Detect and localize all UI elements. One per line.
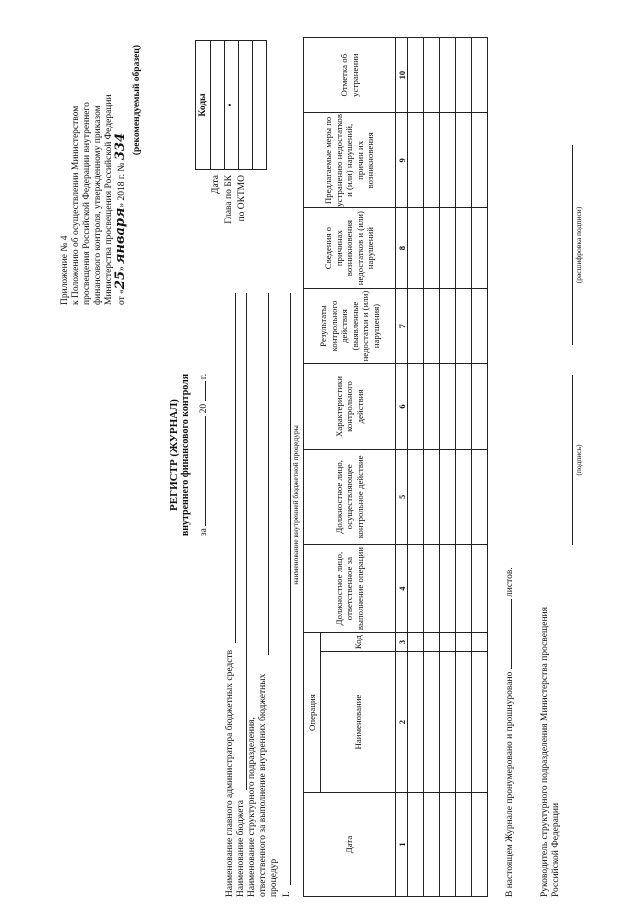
register-table: [303, 37, 488, 897]
decoding-caption: (расшифровка подписи): [574, 206, 583, 284]
appendix-date-line: от «25» января» 2018 г. № 334: [113, 132, 128, 305]
col-number: 5: [396, 449, 408, 544]
codes-label-oktmo: по ОКТМО: [237, 175, 247, 222]
budget-label: Наименование бюджета: [236, 800, 246, 897]
procedure-caption: наименование внутренней бюджетной процедуры: [291, 425, 300, 585]
col-code-header: Код: [321, 633, 396, 652]
budget-field-line: [246, 293, 247, 790]
numbered-line: В настоящем Журнале пронумеровано и прошнуровано листов.: [505, 567, 515, 897]
codes-label-date: Дата: [211, 175, 221, 194]
signature-line: [572, 375, 573, 545]
table-row: [456, 38, 472, 897]
admin-label: Наименование главного администратора бюджетных средств: [225, 649, 235, 897]
roman-numeral: I.: [282, 891, 292, 897]
col-number: 7: [396, 288, 408, 363]
period-line: за 20 г.: [199, 373, 209, 537]
col-measures-header: Предлагаемые меры по устранению недостатков и (или) нарушений, причин их возникновения: [304, 113, 396, 208]
handwritten-month: января: [113, 207, 128, 264]
unit-label: ответственного за выполнение внутренних бюджетных: [258, 673, 268, 897]
col-number: 8: [396, 208, 408, 288]
col-number: 6: [396, 364, 408, 449]
table-row: [408, 38, 424, 897]
col-responsible-header: Должностное лицо, ответственное за выполнение операции: [304, 545, 396, 633]
decoding-line: [572, 145, 573, 345]
appendix-line: к Положению об осуществлении Министерством: [71, 105, 81, 305]
col-characteristics-header: Характеристики контрольного действия: [304, 364, 396, 449]
codes-header: Коды: [196, 41, 211, 170]
head-signature-label: Руководитель структурного подразделения Министерства просвещения Российской Федерации: [540, 606, 561, 897]
col-date-header: Дата: [304, 793, 396, 897]
appendix-number: Приложение № 4: [60, 235, 70, 305]
codes-value: •: [225, 41, 239, 170]
codes-value: [211, 41, 225, 170]
appendix-block: [60, 35, 143, 305]
table-row: [472, 38, 488, 897]
codes-label-bk: Глава по БК: [224, 175, 234, 224]
admin-field-line: [235, 293, 236, 643]
col-number: 9: [396, 113, 408, 208]
col-causes-header: Сведения о причинах возникновения недостатков и (или) нарушений: [304, 208, 396, 288]
register-subtitle: внутреннего финансового контроля: [180, 373, 191, 537]
column-number-row: [396, 38, 408, 897]
table-row: [424, 38, 440, 897]
table-row: [440, 38, 456, 897]
col-number: 10: [396, 38, 408, 113]
appendix-line: финансового контроля, утвержденному приказом: [93, 105, 103, 305]
unit-label: Наименование структурного подразделения,: [247, 717, 257, 897]
unit-field-line: [268, 293, 269, 655]
appendix-line: просвещения Российской Федерации внутреннего: [82, 102, 92, 305]
codes-value: [239, 41, 253, 170]
unit-label: процедур: [269, 858, 279, 897]
recommended-sample: (рекомендуемый образец): [132, 45, 142, 156]
col-number: 2: [396, 652, 408, 793]
col-number: 4: [396, 545, 408, 633]
col-results-header: Результаты контрольного действия (выявленные недостатки и (или) нарушения): [304, 288, 396, 363]
register-title: РЕГИСТР (ЖУРНАЛ): [168, 399, 180, 511]
codes-value: [253, 41, 267, 170]
col-number: 3: [396, 633, 408, 652]
handwritten-day: 25: [113, 271, 128, 290]
codes-table: [195, 40, 267, 170]
handwritten-number: 334: [113, 132, 128, 161]
col-name-header: Наименование: [321, 652, 396, 793]
col-deadline-header: Отметка об устранении: [304, 38, 396, 113]
col-operation-header: Операция: [304, 633, 321, 793]
col-controller-header: Должностное лицо, осуществляющее контрольное действие: [304, 449, 396, 544]
title-block: [168, 305, 210, 605]
signature-caption: (подпись): [574, 444, 583, 476]
codes-labels: [198, 175, 250, 265]
appendix-line: Министерства просвещения Российской Федерации: [104, 94, 114, 305]
col-number: 1: [396, 793, 408, 897]
